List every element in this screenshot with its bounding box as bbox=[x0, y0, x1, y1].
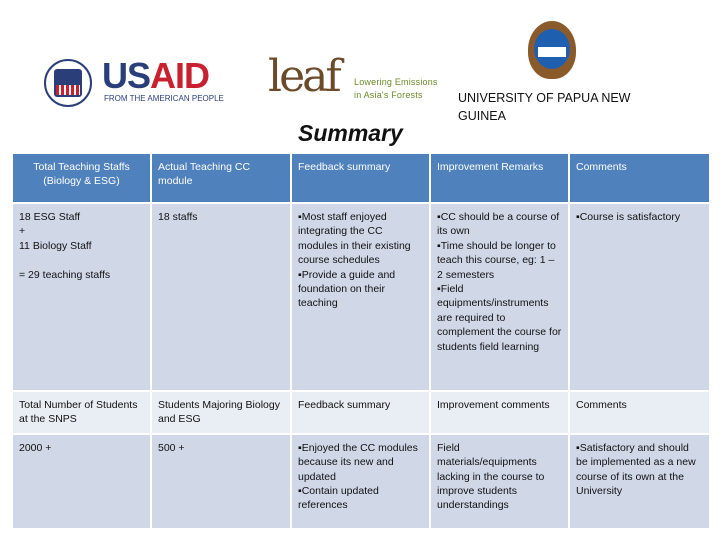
table-cell: Feedback summary bbox=[291, 391, 430, 434]
table-cell: Comments bbox=[569, 391, 710, 434]
table-cell: Total Number of Students at the SNPS bbox=[12, 391, 151, 434]
usaid-wordmark-aid: AID bbox=[150, 55, 210, 96]
leaf-tagline: Lowering Emissions in Asia's Forests bbox=[354, 77, 438, 100]
table-cell: ▪Course is satisfactory bbox=[569, 203, 710, 391]
upng-name: UNIVERSITY OF PAPUA NEW GUINEA bbox=[458, 91, 631, 123]
table-cell: Students Majoring Biology and ESG bbox=[151, 391, 291, 434]
table-cell: ▪Satisfactory and should be implemented as a new course of its own at the University bbox=[569, 434, 710, 529]
table-row bbox=[12, 203, 710, 391]
table-cell: 18 staffs bbox=[151, 203, 291, 391]
usaid-wordmark bbox=[102, 55, 210, 96]
table-cell: 500 + bbox=[151, 434, 291, 529]
summary-table bbox=[11, 152, 711, 530]
table-cell: Field materials/equipments lacking in the course to improve students understandings bbox=[430, 434, 569, 529]
header-comments: Comments bbox=[569, 153, 710, 203]
usaid-seal-icon bbox=[44, 59, 92, 107]
usaid-logo bbox=[42, 56, 234, 108]
usaid-wordmark-us: US bbox=[102, 55, 151, 96]
table-cell: ▪Enjoyed the CC modules because its new and updated ▪Contain updated references bbox=[291, 434, 430, 529]
upng-crest-icon bbox=[528, 21, 576, 79]
table-cell: 18 ESG Staff + 11 Biology Staff = 29 teaching staffs bbox=[12, 203, 151, 391]
table-cell: Improvement comments bbox=[430, 391, 569, 434]
table-row bbox=[12, 434, 710, 529]
table-cell: ▪Most staff enjoyed integrating the CC modules in their existing course schedules ▪Provide a guide and foundation on their teaching bbox=[291, 203, 430, 391]
usaid-tagline: FROM THE AMERICAN PEOPLE bbox=[104, 94, 224, 103]
leaf-wordmark: leaf bbox=[268, 51, 339, 102]
header-total-teaching-staffs: Total Teaching Staffs (Biology & ESG) bbox=[12, 153, 151, 203]
table-cell: 2000 + bbox=[12, 434, 151, 529]
table-header-row bbox=[12, 153, 710, 203]
header-improvement-remarks: Improvement Remarks bbox=[430, 153, 569, 203]
table-cell: ▪CC should be a course of its own ▪Time should be longer to teach this course, eg: 1 – 2 semesters ▪Field equipments/instruments are required to complement the course for students field learning bbox=[430, 203, 569, 391]
page-title: Summary bbox=[298, 120, 403, 146]
header-feedback-summary: Feedback summary bbox=[291, 153, 430, 203]
table-row bbox=[12, 391, 710, 434]
header-actual-teaching: Actual Teaching CC module bbox=[151, 153, 291, 203]
leaf-logo bbox=[268, 52, 448, 104]
